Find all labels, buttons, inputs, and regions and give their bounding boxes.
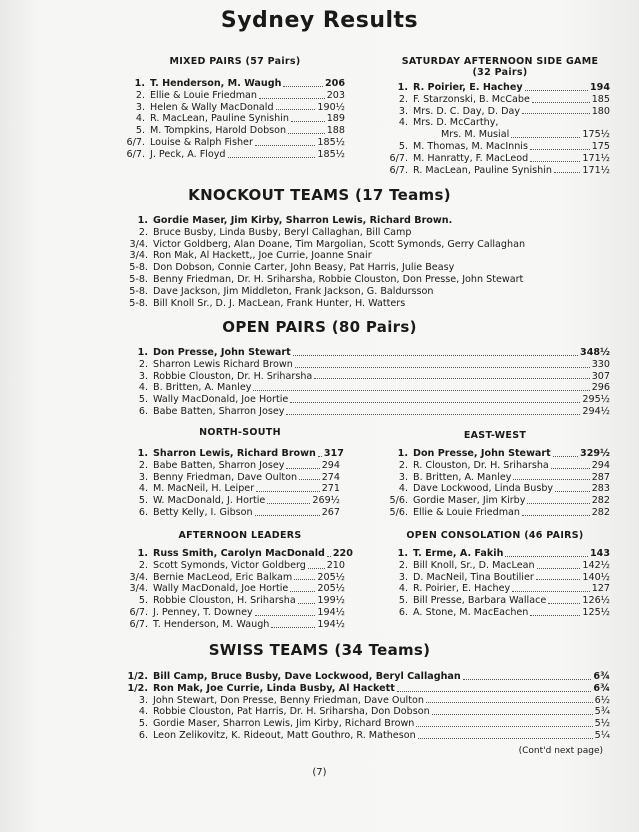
result-name: Ellie & Louie Friedman (150, 89, 258, 101)
result-score: 180 (591, 105, 610, 117)
result-name: B. Britten, A. Manley (413, 471, 512, 483)
result-rank: 2. (138, 226, 148, 238)
result-score: 5¼ (594, 729, 610, 741)
result-score: 140½ (582, 571, 610, 583)
result-rank: 3/4. (129, 571, 148, 583)
result-name: Don Presse, John Stewart (153, 347, 291, 358)
result-name: John Stewart, Don Presse, Benny Friedman, Dave Oulton (153, 694, 424, 706)
result-name: Gordie Maser, Jim Kirby (413, 495, 526, 507)
result-row (110, 239, 590, 251)
result-rank: 4. (135, 113, 145, 125)
result-score: 5½ (594, 718, 610, 730)
result-name: F. Starzonski, B. McCabe (413, 93, 530, 105)
result-rank: 6. (398, 606, 408, 618)
result-score: 295½ (582, 394, 610, 406)
result-score: 283 (591, 483, 610, 495)
result-row (380, 507, 610, 519)
result-rank: 4. (138, 706, 148, 718)
dot-leader (551, 457, 590, 469)
result-rank: 5. (398, 140, 408, 152)
dot-leader (554, 162, 580, 174)
result-rank: 2. (135, 89, 145, 101)
result-rank: 2. (398, 459, 408, 471)
result-name: Gordie Maser, Jim Kirby, Sharron Lewis, Richard Brown. (153, 215, 453, 226)
result-rank: 1. (397, 82, 408, 93)
result-rank: 1. (137, 215, 148, 226)
dot-leader (527, 492, 589, 504)
dot-leader (536, 569, 581, 581)
result-score: 329½ (580, 448, 610, 459)
result-rank: 3. (398, 471, 408, 483)
knockout-heading: KNOCKOUT TEAMS (17 Teams) (188, 186, 451, 204)
result-row (110, 274, 590, 286)
result-rank: 4. (398, 117, 408, 129)
result-rank: 5. (398, 595, 408, 607)
dot-leader (522, 103, 590, 115)
result-score: 126½ (582, 595, 610, 607)
dot-leader (291, 110, 325, 122)
result-rank: 5-8. (129, 297, 148, 309)
east-west-heading: EAST-WEST (463, 430, 527, 441)
result-name: R. Poirier, E. Hachey (413, 82, 523, 93)
result-name: Dave Jackson, Jim Middleton, Frank Jackson, G. Baldursson (153, 285, 434, 297)
dot-leader (548, 592, 580, 604)
result-row (110, 262, 590, 274)
side-game-heading-line2: (32 Pairs) (472, 67, 528, 78)
result-score: 205½ (317, 583, 345, 595)
result-row (110, 227, 590, 239)
result-name: Bill Presse, Barbara Wallace (413, 595, 547, 607)
north-south-heading: NORTH-SOUTH (199, 427, 281, 438)
result-score: 185½ (317, 136, 345, 148)
result-rank: 2. (138, 459, 148, 471)
dot-leader (511, 126, 580, 138)
result-row (110, 250, 590, 262)
dot-leader (522, 504, 590, 516)
result-score: 6½ (594, 694, 610, 706)
dot-leader (532, 91, 590, 103)
result-score: 185 (591, 93, 610, 105)
result-rank: 6. (138, 405, 148, 417)
result-score: 296 (591, 382, 610, 394)
result-row (110, 298, 590, 310)
result-rank: 2. (398, 559, 408, 571)
result-name: Robbie Clouston, Pat Harris, Dr. H. Sriharsha, Don Dobson (153, 706, 430, 718)
dot-leader (530, 138, 590, 150)
dot-leader (318, 445, 322, 457)
result-name: Helen & Wally MacDonald (150, 101, 274, 113)
result-name: R. MacLean, Pauline Synishin (150, 113, 290, 125)
result-name: Gordie Maser, Sharron Lewis, Jim Kirby, Richard Brown (153, 718, 415, 730)
result-row (380, 165, 610, 177)
dot-leader (283, 75, 323, 87)
result-rank: 5. (138, 718, 148, 730)
dot-leader (500, 114, 608, 126)
result-rank: 5-8. (129, 273, 148, 285)
result-rank: 1. (137, 548, 148, 559)
result-rank: 1. (137, 448, 148, 459)
swiss-list (110, 671, 610, 742)
dot-leader (290, 580, 315, 592)
result-rank: 3. (138, 471, 148, 483)
result-name: Mrs. D. McCarthy, (413, 117, 499, 129)
dot-leader (259, 87, 325, 99)
result-row (110, 215, 590, 227)
result-score: 194 (589, 82, 610, 93)
dot-leader (555, 480, 590, 492)
result-score: 267 (321, 506, 340, 518)
result-score: 194½ (317, 606, 345, 618)
result-rank: 3. (398, 105, 408, 117)
result-row (110, 730, 610, 742)
result-name: Russ Smith, Carolyn MacDonald (153, 548, 325, 559)
result-name: D. MacNeil, Tina Boutilier (413, 571, 534, 583)
result-rank: 5. (138, 595, 148, 607)
dot-leader (228, 146, 316, 158)
result-name: Bernie MacLeod, Eric Balkam (153, 571, 293, 583)
result-score: 269½ (312, 495, 340, 507)
result-rank: 6/7. (389, 152, 408, 164)
dot-leader (276, 99, 316, 111)
result-rank: 5/6. (389, 506, 408, 518)
result-name: W. MacDonald, J. Hortie (153, 495, 266, 507)
result-rank: 1/2. (127, 682, 148, 694)
result-rank: 6/7. (389, 164, 408, 176)
dot-leader (512, 580, 590, 592)
mixed-pairs-list (115, 78, 345, 161)
open-pairs-list (110, 347, 610, 418)
dot-leader (530, 150, 580, 162)
result-score: 127 (591, 583, 610, 595)
dot-leader (308, 557, 325, 569)
result-name: M. MacNeil, H. Leiper (153, 483, 255, 495)
result-name: A. Stone, M. MacEachen (413, 606, 529, 618)
dot-leader (288, 122, 325, 134)
result-score: 188 (326, 125, 345, 137)
result-score: 282 (591, 506, 610, 518)
result-name: Babe Batten, Sharron Josey (153, 459, 285, 471)
result-rank (380, 129, 413, 141)
result-rank: 3/4. (129, 238, 148, 250)
result-name: Ellie & Louie Friedman (413, 506, 521, 518)
result-name: Betty Kelly, I. Gibson (153, 506, 253, 518)
result-name: Bill Knoll, Sr., D. MacLean (413, 559, 535, 571)
dot-leader (537, 557, 581, 569)
result-rank: 6/7. (126, 148, 145, 160)
result-name: Sharron Lewis Richard Brown (153, 358, 293, 370)
dot-leader (255, 604, 316, 616)
result-score: 287 (591, 471, 610, 483)
result-name: Bill Camp, Bruce Busby, Dave Lockwood, Beryl Callaghan (153, 671, 461, 682)
result-score: 6¾ (593, 671, 610, 682)
result-rank: 6. (138, 506, 148, 518)
result-name: R. Clouston, Dr. H. Sriharsha (413, 459, 549, 471)
result-name: Mrs. M. Musial (441, 129, 510, 141)
dot-leader (286, 403, 580, 415)
result-name: Don Presse, John Stewart (413, 448, 551, 459)
result-score: 206 (324, 78, 345, 89)
result-name: M. Tompkins, Harold Dobson (150, 125, 287, 137)
result-name: Ron Mak, Al Hackett,, Joe Currie, Joanne Snair (153, 250, 372, 262)
result-rank: 3. (138, 370, 148, 382)
page-number: (7) (312, 767, 327, 778)
result-score: 142½ (582, 559, 610, 571)
result-rank: 3/4. (129, 583, 148, 595)
afternoon-leaders-list (110, 548, 353, 631)
page-title: Sydney Results (220, 8, 419, 33)
side-game-list (380, 82, 610, 176)
result-score: 330 (591, 358, 610, 370)
result-score: 317 (323, 448, 344, 459)
result-name: Benny Friedman, Dave Oulton (153, 471, 298, 483)
dot-leader (314, 368, 589, 380)
result-name: Bruce Busby, Linda Busby, Beryl Callaghan, Bill Camp (153, 226, 412, 238)
open-consolation-list (380, 548, 610, 619)
result-rank: 4. (398, 583, 408, 595)
dot-leader (397, 680, 592, 692)
result-rank: 3. (398, 571, 408, 583)
dot-leader (271, 616, 315, 628)
result-rank: 5. (135, 125, 145, 137)
result-rank: 6/7. (126, 136, 145, 148)
result-name: Mrs. D. C. Day, D. Day (413, 105, 521, 117)
dot-leader (327, 545, 331, 557)
result-rank: 5-8. (129, 285, 148, 297)
result-name: T. Erme, A. Fakih (413, 548, 504, 559)
result-name: Dave Lockwood, Linda Busby (413, 483, 554, 495)
result-score: 5¾ (594, 706, 610, 718)
result-score: 199½ (317, 595, 345, 607)
open-consolation-heading: OPEN CONSOLATION (46 PAIRS) (406, 530, 584, 541)
result-score: 190½ (317, 101, 345, 113)
dot-leader (505, 545, 588, 557)
dot-leader (267, 492, 310, 504)
result-rank: 6/7. (129, 618, 148, 630)
dot-leader (416, 715, 592, 727)
result-score: 125½ (582, 606, 610, 618)
result-rank: 5/6. (389, 495, 408, 507)
dot-leader (255, 134, 315, 146)
result-row (110, 619, 345, 631)
result-rank: 2. (138, 559, 148, 571)
result-rank: 1/2. (127, 671, 148, 682)
result-name: Robbie Clouston, H. Sriharsha (153, 595, 296, 607)
result-rank: 1. (137, 347, 148, 358)
result-name: Victor Goldberg, Alan Doane, Tim Margolian, Scott Symonds, Gerry Callaghan (153, 238, 526, 250)
result-rank: 1. (397, 548, 408, 559)
result-name: R. MacLean, Pauline Synishin (413, 164, 553, 176)
continued-note: (Cont'd next page) (518, 746, 603, 756)
dot-leader (513, 469, 589, 481)
mixed-pairs-heading: MIXED PAIRS (57 Pairs) (169, 56, 301, 67)
dot-leader (290, 391, 580, 403)
dot-leader (255, 504, 320, 516)
result-name: J. Peck, A. Floyd (150, 148, 226, 160)
result-rank: 2. (398, 93, 408, 105)
result-rank: 2. (138, 358, 148, 370)
result-name: Bill Knoll Sr., D. J. MacLean, Frank Hunter, H. Watters (153, 297, 406, 309)
result-name: Wally MacDonald, Joe Hortie (153, 583, 289, 595)
result-rank: 3/4. (129, 250, 148, 262)
result-rank: 1. (134, 78, 145, 89)
dot-leader (293, 344, 578, 356)
result-name: Sharron Lewis, Richard Brown (153, 448, 316, 459)
dot-leader (418, 727, 593, 739)
side-game-heading-line1: SATURDAY AFTERNOON SIDE GAME (401, 56, 599, 67)
result-score: 175½ (582, 129, 610, 141)
result-name: Ron Mak, Joe Currie, Linda Busby, Al Hackett (153, 682, 395, 694)
result-rank: 3. (135, 101, 145, 113)
result-name: Scott Symonds, Victor Goldberg (153, 559, 306, 571)
dot-leader (253, 379, 589, 391)
result-score: 189 (326, 113, 345, 125)
result-score: 274 (321, 471, 340, 483)
dot-leader (426, 692, 593, 704)
result-name: B. Britten, A. Manley (153, 382, 252, 394)
result-score: 307 (591, 370, 610, 382)
result-row (110, 286, 590, 298)
result-name: Babe Batten, Sharron Josey (153, 405, 285, 417)
result-score: 348½ (580, 347, 610, 358)
knockout-list (110, 215, 590, 309)
dot-leader (525, 79, 588, 91)
result-score: 171½ (582, 164, 610, 176)
swiss-heading: SWISS TEAMS (34 Teams) (208, 641, 431, 659)
result-row (380, 607, 610, 619)
result-score: 143 (589, 548, 610, 559)
result-score: 282 (591, 495, 610, 507)
result-rank: 3. (138, 694, 148, 706)
result-rank: 4. (138, 483, 148, 495)
result-name: Benny Friedman, Dr. H. Sriharsha, Robbie Clouston, Don Presse, John Stewart (153, 273, 524, 285)
dot-leader (553, 445, 578, 457)
result-name: M. Thomas, M. MacInnis (413, 140, 528, 152)
result-score: 171½ (582, 152, 610, 164)
result-row (115, 149, 345, 161)
east-west-list (380, 448, 610, 519)
result-name: R. Poirier, E. Hachey (413, 583, 511, 595)
result-rank: 4. (138, 382, 148, 394)
result-name: J. Penney, T. Downey (153, 606, 253, 618)
result-score: 220 (332, 548, 353, 559)
result-score: 294 (321, 459, 340, 471)
result-score: 294½ (582, 405, 610, 417)
result-rank: 5. (138, 394, 148, 406)
afternoon-leaders-heading: AFTERNOON LEADERS (178, 530, 302, 541)
dot-leader (463, 668, 592, 680)
result-score: 175 (591, 140, 610, 152)
result-score: 210 (326, 559, 345, 571)
result-name: Robbie Clouston, Dr. H. Sriharsha (153, 370, 313, 382)
result-rank: 5-8. (129, 262, 148, 274)
result-score: 271 (321, 483, 340, 495)
result-score: 203 (326, 89, 345, 101)
north-south-list (110, 448, 344, 519)
result-name: Louise & Ralph Fisher (150, 136, 253, 148)
result-row (110, 406, 610, 418)
dot-leader (295, 356, 590, 368)
dot-leader (286, 457, 319, 469)
dot-leader (530, 604, 580, 616)
result-score: 205½ (317, 571, 345, 583)
result-score: 6¾ (593, 682, 610, 694)
dot-leader (298, 592, 316, 604)
result-name: T. Henderson, M. Waugh (153, 618, 270, 630)
open-pairs-heading: OPEN PAIRS (80 Pairs) (222, 318, 417, 336)
result-name: T. Henderson, M. Waugh (150, 78, 282, 89)
result-score: 185½ (317, 148, 345, 160)
result-name: M. Hanratty, F. MacLeod (413, 152, 529, 164)
dot-leader (294, 569, 315, 581)
result-score: 294 (591, 459, 610, 471)
result-rank: 4. (398, 483, 408, 495)
result-name: Leon Zelikovitz, K. Rideout, Matt Gouthro, R. Matheson (153, 729, 416, 741)
result-score: 194½ (317, 618, 345, 630)
result-rank: 5. (138, 495, 148, 507)
side-game-heading (385, 56, 615, 78)
dot-leader (432, 703, 593, 715)
dot-leader (299, 469, 320, 481)
result-rank: 6/7. (129, 606, 148, 618)
result-rank: 6. (138, 729, 148, 741)
result-name: Wally MacDonald, Joe Hortie (153, 394, 289, 406)
result-row (110, 507, 340, 519)
result-name: Don Dobson, Connie Carter, John Beasy, Pat Harris, Julie Beasy (153, 262, 455, 274)
result-rank: 1. (397, 448, 408, 459)
dot-leader (256, 480, 320, 492)
